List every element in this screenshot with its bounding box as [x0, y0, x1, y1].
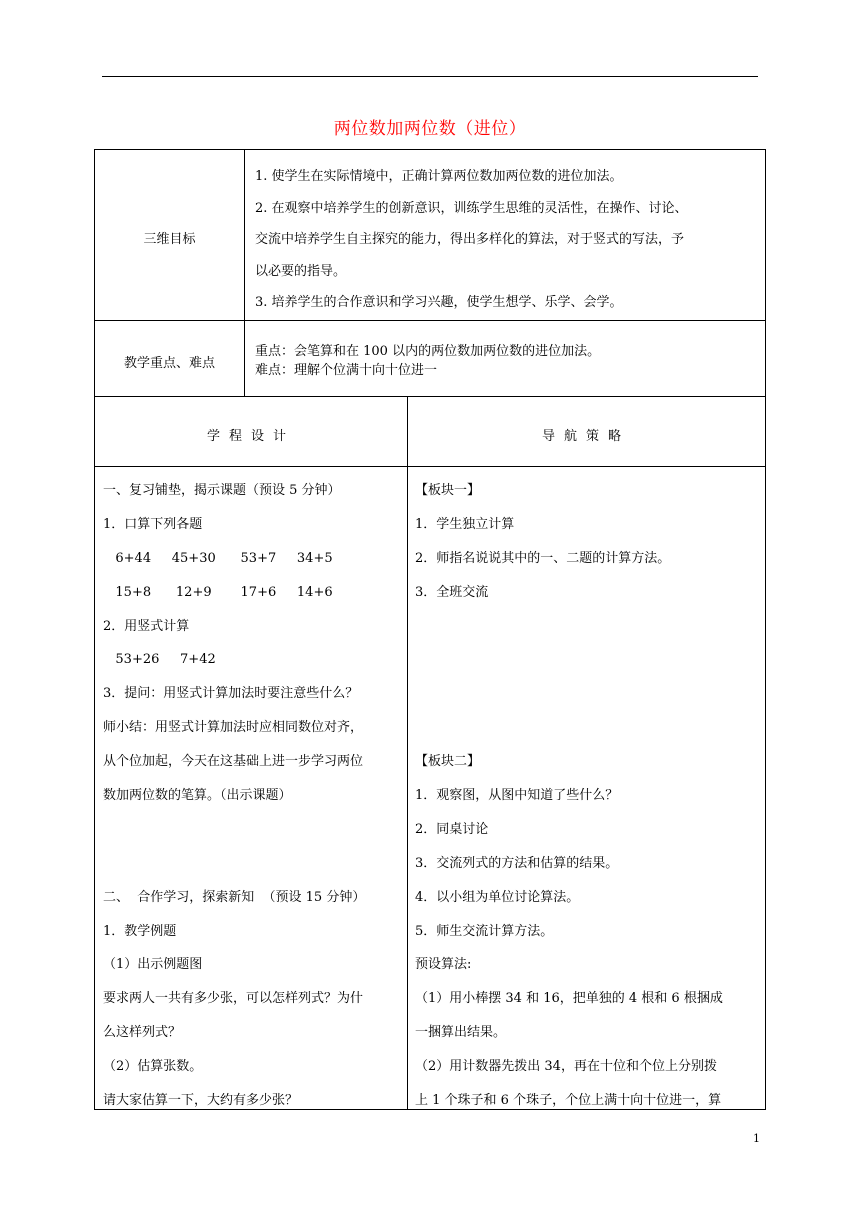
key-point-line: 重点：会笔算和在 100 以内的两位数加两位数的进位加法。	[255, 344, 601, 359]
guidance-line: 5．师生交流计算方法。	[415, 923, 554, 939]
learning-process-line: 3．提问：用竖式计算加法时要注意些什么？	[103, 686, 359, 702]
learning-process-line: 数加两位数的笔算。（出示课题）	[103, 788, 292, 804]
learning-process-line: 2．用竖式计算	[103, 618, 190, 634]
guidance-line: 【板块二】	[415, 754, 481, 770]
learning-process-line: 1．口算下列各题	[103, 516, 203, 532]
guidance-line	[415, 643, 760, 677]
guidance-line: 3．交流列式的方法和估算的结果。	[415, 855, 619, 871]
guidance-line	[415, 677, 760, 711]
guidance-line: 预设算法:	[415, 957, 472, 973]
guidance-line: 1．观察图，从图中知道了些什么？	[415, 788, 619, 804]
learning-process-line: 要求两人一共有多少张，可以怎样列式？为什	[103, 991, 364, 1007]
objective-line: 3. 培养学生的合作意识和学习兴趣，使学生想学、乐学、会学。	[255, 295, 623, 310]
row-divider	[95, 396, 765, 397]
guidance-line: 4．以小组为单位讨论算法。	[415, 889, 580, 905]
objective-line: 以必要的指导。	[255, 263, 347, 279]
learning-process-line: 从个位加起，今天在这基础上进一步学习两位	[103, 754, 364, 770]
learning-process-line: 53+26 7+42	[103, 652, 216, 668]
learning-process-line: 二、 合作学习，探索新知 （预设 15 分钟）	[103, 889, 366, 905]
page-number: 1	[753, 1132, 760, 1145]
objectives-label: 三维目标	[143, 232, 196, 247]
guidance-line: 上 1 个珠子和 6 个珠子，个位上满十向十位进一，算	[415, 1093, 722, 1109]
learning-process-line	[103, 847, 403, 881]
key-point-line: 难点：理解个位满十向十位进一	[255, 363, 438, 378]
guidance-line: 1．学生独立计算	[415, 516, 515, 532]
learning-process-line: 一、复习铺垫，揭示课题（预设 5 分钟）	[103, 483, 341, 498]
guidance-line: 2．师指名说说其中的一、二题的计算方法。	[415, 550, 671, 566]
learning-process-line: 1．教学例题	[103, 923, 177, 939]
guidance-line: （1）用小棒摆 34 和 16，把单独的 4 根和 6 根捆成	[415, 991, 723, 1007]
learning-process-content	[103, 474, 403, 1118]
header-rule	[102, 76, 758, 77]
learning-process-line: （2）估算张数。	[103, 1059, 203, 1075]
row-divider	[95, 466, 765, 467]
column-divider	[407, 396, 408, 1109]
lesson-plan-table	[94, 149, 766, 1110]
key-points-label: 教学重点、难点	[123, 356, 215, 371]
objective-line: 1. 使学生在实际情境中，正确计算两位数加两位数的进位加法。	[255, 169, 623, 184]
row-divider	[95, 320, 765, 321]
learning-process-line: 师小结：用竖式计算加法时应相同数位对齐，	[103, 720, 364, 736]
key-points-content	[255, 342, 760, 380]
guidance-line: 一捆算出结果。	[415, 1025, 507, 1041]
right-column-header: 导航策略	[541, 429, 630, 444]
label-column-divider	[244, 150, 245, 396]
learning-process-line: （1）出示例题图	[103, 957, 203, 973]
left-column-header: 学程设计	[206, 429, 295, 444]
guidance-line: 2．同桌讨论	[415, 821, 489, 837]
guidance-strategy-content	[415, 474, 760, 1118]
learning-process-line: 15+8 12+9 17+6 14+6	[103, 584, 333, 600]
objectives-content	[255, 161, 760, 319]
guidance-line: （2）用计数器先拨出 34，再在十位和个位上分别拨	[415, 1059, 717, 1075]
objective-line: 交流中培养学生自主探究的能力，得出多样化的算法，对于竖式的写法，予	[255, 232, 685, 247]
document-title: 两位数加两位数（进位）	[333, 119, 527, 139]
guidance-line	[415, 610, 760, 644]
guidance-line: 【板块一】	[415, 483, 481, 498]
learning-process-line	[103, 813, 403, 847]
guidance-line	[415, 711, 760, 745]
learning-process-line: 么这样列式？	[103, 1025, 182, 1041]
learning-process-line: 6+44 45+30 53+7 34+5	[103, 550, 333, 566]
learning-process-line: 请大家估算一下，大约有多少张？	[103, 1093, 299, 1109]
objective-line: 2. 在观察中培养学生的创新意识，训练学生思维的灵活性，在操作、讨论、	[255, 200, 688, 216]
guidance-line: 3．全班交流	[415, 584, 489, 600]
